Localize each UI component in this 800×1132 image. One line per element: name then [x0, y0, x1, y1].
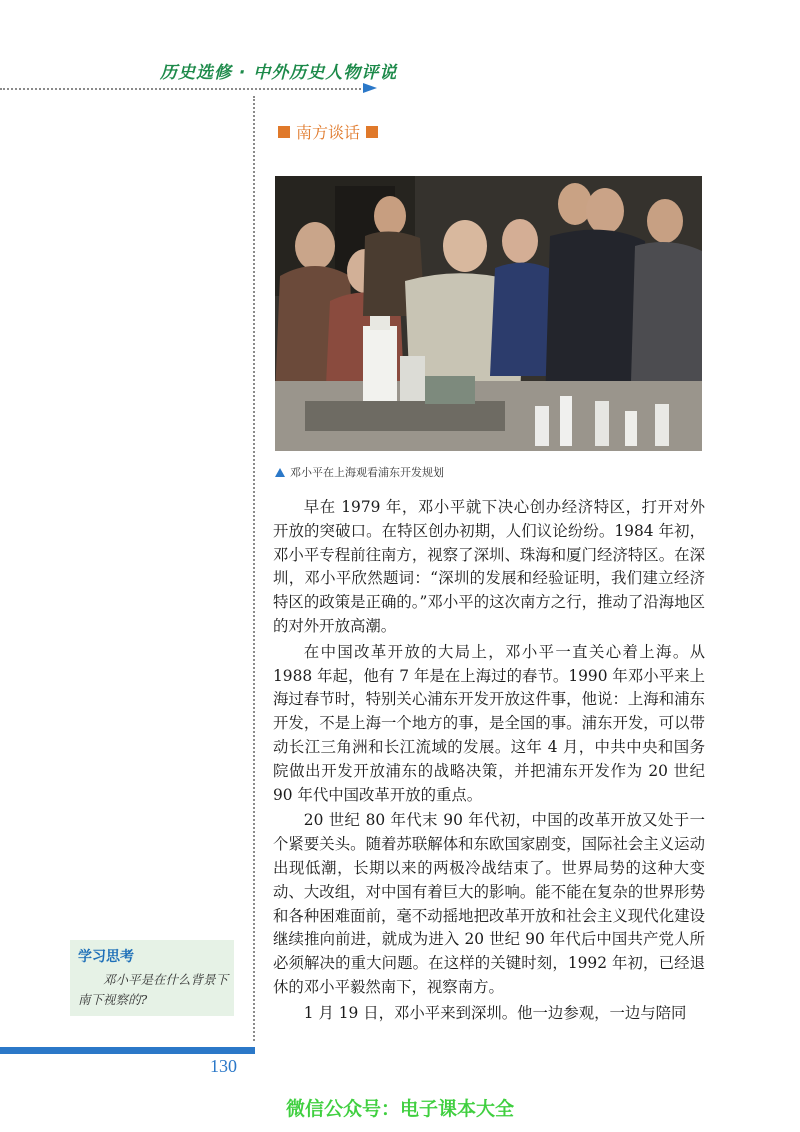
- photo-caption: [275, 464, 444, 480]
- body-text: [273, 496, 705, 1028]
- photo: [275, 176, 702, 451]
- section-title: 南方谈话: [296, 123, 361, 142]
- watermark-text: 微信公众号：电子课本大全: [285, 1098, 514, 1120]
- sidebar-title: 学习思考: [78, 949, 134, 965]
- footer-bar: [0, 1047, 255, 1054]
- arrow-icon: [363, 83, 377, 93]
- sidebar-question: 邓小平是在什么背景下南下视察的?: [78, 972, 229, 1007]
- photo-illustration: [275, 176, 702, 451]
- page-number: 130: [210, 1056, 237, 1076]
- square-bullet-icon: [278, 126, 290, 138]
- square-bullet-icon: [366, 126, 378, 138]
- paragraph: 早在 1979 年，邓小平就下决心创办经济特区，打开对外开放的突破口。在特区创办初期，人们议论纷纷。1984 年初，邓小平专程前往南方，视察了深圳、珠海和厦门经济特区。在深圳，邓小平欣然题词：“深圳的发展和经验证明，我们建立经济特区的政策是正确的。”邓小平的这次南方之行，推动了沿海地区的对外开放高潮。: [273, 498, 705, 635]
- triangle-icon: [275, 468, 285, 477]
- section-heading: [278, 120, 378, 143]
- margin-divider: [253, 96, 255, 1041]
- caption-text: 邓小平在上海观看浦东开发规划: [290, 466, 444, 479]
- header-title: 历史选修 · 中外历史人物评说: [160, 63, 398, 83]
- paragraph: 20 世纪 80 年代末 90 年代初，中国的改革开放又处于一个紧要关头。随着苏联解体和东欧国家剧变，国际社会主义运动出现低潮，长期以来的两极冷战结束了。世界局势的这种大变动、大改组，对中国有着巨大的影响。能不能在复杂的世界形势和各种困难面前，毫不动摇地把改革开放和社会主义现代化建设继续推向前进，就成为进入 20 世纪 90 年代后中国共产党人所必须解决的重大问题。在这样的关键时刻，1992 年初，已经退休的邓小平毅然南下，视察南方。: [273, 811, 705, 996]
- header-rule: [0, 88, 365, 90]
- study-think-box: [70, 940, 234, 1016]
- paragraph: 在中国改革开放的大局上，邓小平一直关心着上海。从 1988 年起，他有 7 年是在上海过的春节。1990 年邓小平来上海过春节时，特别关心浦东开发开放这件事，他说：上海和浦东开发，不是上海一个地方的事，是全国的事。浦东开发，可以带动长江三角洲和长江流域的发展。这年 4 月，中共中央和国务院做出开发开放浦东的战略决策，并把浦东开发作为 20 世纪 90 年代中国改革开放的重点。: [273, 642, 705, 804]
- paragraph: 1 月 19 日，邓小平来到深圳。他一边参观，一边与陪同: [303, 1003, 687, 1022]
